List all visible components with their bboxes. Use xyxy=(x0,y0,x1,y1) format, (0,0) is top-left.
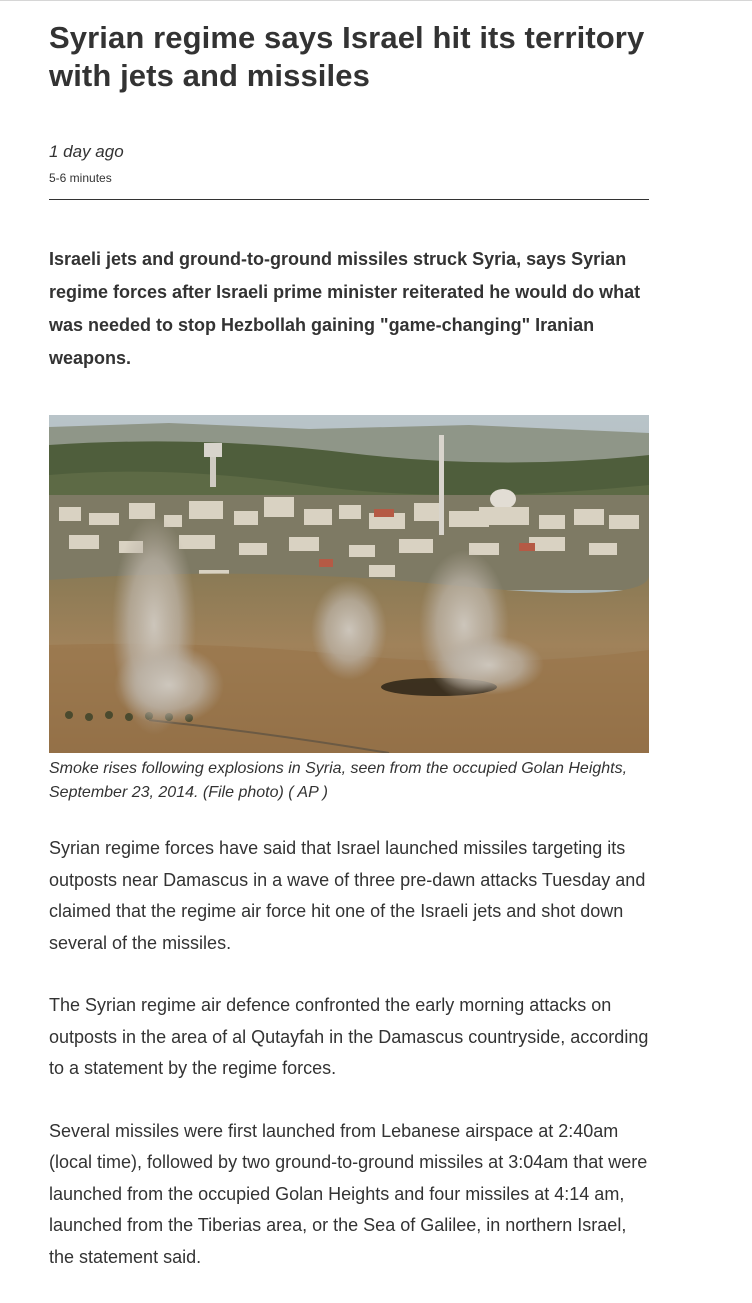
article-headline: Syrian regime says Israel hit its territory with jets and missiles xyxy=(49,20,645,93)
article-paragraph: Syrian regime forces have said that Israel launched missiles targeting its outposts near Damascus in a wave of three pre-dawn attacks Tuesday and claimed that the regime air force hit one of the Israeli jets and shot down several of the missiles. xyxy=(49,838,646,953)
photo-caption: Smoke rises following explosions in Syria, seen from the occupied Golan Heights, September 23, 2014. (File photo) ( AP ) xyxy=(49,760,628,801)
article-lede: Israeli jets and ground-to-ground missiles struck Syria, says Syrian regime forces after Israeli prime minister reiterated he would do what was needed to stop Hezbollah gaining "game-changing" Iranian weapons. xyxy=(49,249,641,368)
article-timestamp: 1 day ago xyxy=(49,142,124,161)
article xyxy=(49,0,649,1273)
article-paragraph: The Syrian regime air defence confronted the early morning attacks on outposts in the area of al Qutayfah in the Damascus countryside, according to a statement by the regime forces. xyxy=(49,995,649,1078)
article-figure xyxy=(49,415,649,805)
article-photo xyxy=(49,415,649,753)
article-paragraph: Several missiles were first launched from Lebanese airspace at 2:40am (local time), followed by two ground-to-ground missiles at 3:04am that were launched from the occupied Golan Heights and four missiles at 4:14 am, launched from the Tiberias area, or the Sea of Galilee, in northern Israel, the statement said. xyxy=(49,1120,648,1267)
reading-time: 5-6 minutes xyxy=(49,171,112,185)
header-divider xyxy=(49,199,649,200)
